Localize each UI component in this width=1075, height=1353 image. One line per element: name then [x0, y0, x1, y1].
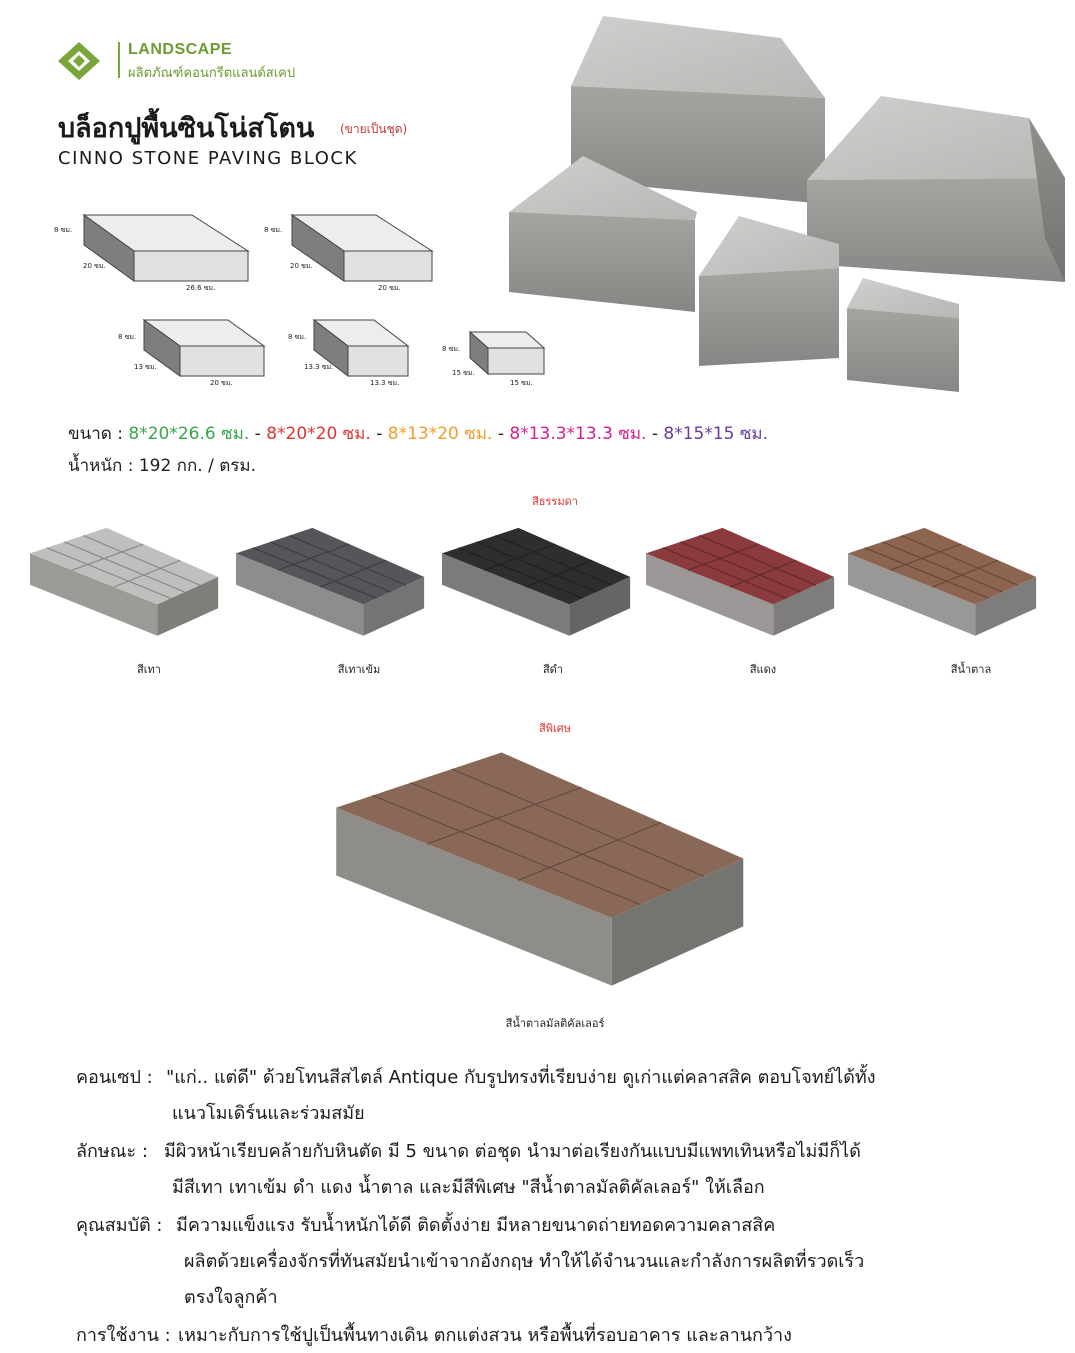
diagram-20-height: 8 ซม. — [264, 226, 283, 234]
size-1: 8*20*26.6 ซม. — [128, 424, 250, 444]
weight-value: 192 กก. / ตรม. — [138, 456, 256, 476]
product-photo-blocks — [505, 8, 1075, 400]
usage-label: การใช้งาน : — [76, 1325, 171, 1346]
diagram-15 — [440, 326, 550, 392]
swatch-grey — [30, 528, 218, 636]
diagram-20-width: 20 ซม. — [378, 284, 401, 292]
size-separator: - — [651, 424, 658, 444]
product-title-thai: บล็อกปูพื้นซินโน่สโตน — [58, 113, 315, 144]
block-small — [847, 278, 959, 392]
size-separator: - — [497, 424, 504, 444]
block-right — [807, 96, 1065, 282]
color-swatches — [28, 524, 1048, 652]
diagram-26-6-width: 26.6 ซม. — [186, 284, 216, 292]
diagram-13x20-width: 20 ซม. — [210, 379, 233, 387]
block-medium — [699, 216, 839, 366]
standard-colors-heading: สีธรรมดา — [532, 495, 578, 508]
size-label: ขนาด : — [68, 424, 123, 444]
weight-label: น้ำหนัก : — [68, 456, 134, 476]
special-color-label: สีน้ำตาลมัลติคัลเลอร์ — [505, 1017, 605, 1030]
diagram-13x20-depth: 13 ซม. — [134, 363, 157, 371]
diagram-15-depth: 15 ซม. — [452, 369, 475, 377]
diagram-13x20 — [116, 314, 276, 394]
product-title-note: (ขายเป็นชุด) — [340, 122, 408, 136]
diagram-15-height: 8 ซม. — [442, 345, 461, 353]
diagram-20-depth: 20 ซม. — [290, 262, 313, 270]
concept-text-1: "แก่.. แต่ดี" ด้วยโทนสีสไตล์ Antique กับรูปทรงที่เรียบง่าย ดูเก่าแต่คลาสสิค ตอบโจทย์ได้ทั้ง — [166, 1067, 876, 1088]
diagram-13-3-depth: 13.3 ซม. — [304, 363, 334, 371]
diagram-26-6-height: 8 ซม. — [54, 226, 73, 234]
brand-subtitle: ผลิตภัณฑ์คอนกรีตแลนด์สเคป — [128, 66, 296, 81]
swatch-label-brown: สีน้ำตาล — [950, 663, 992, 676]
swatch-dark-grey — [236, 528, 424, 636]
property-label: คุณสมบัติ : — [76, 1215, 163, 1236]
size-3: 8*13*20 ซม. — [387, 424, 493, 444]
swatch-label-red: สีแดง — [749, 663, 777, 676]
usage-text-1: เหมาะกับการใช้ปูเป็นพื้นทางเดิน ตกแต่งสวน หรือพื้นที่รอบอาคาร และลานกว้าง — [178, 1325, 792, 1346]
swatch-label-dark-grey: สีเทาเข้ม — [337, 663, 381, 676]
size-5: 8*15*15 ซม. — [663, 424, 769, 444]
product-title-english: CINNO STONE PAVING BLOCK — [58, 148, 358, 169]
diagram-15-width: 15 ซม. — [510, 379, 533, 387]
diagram-26-6 — [50, 205, 260, 295]
concept-text-2: แนวโมเดิร์นและร่วมสมัย — [172, 1103, 365, 1124]
swatch-label-grey: สีเทา — [137, 663, 161, 676]
size-2: 8*20*20 ซม. — [266, 424, 371, 444]
swatch-red — [646, 528, 834, 636]
size-separator: - — [376, 424, 383, 444]
swatch-black — [442, 528, 630, 636]
diagram-13-3 — [286, 314, 416, 394]
diagram-13x20-height: 8 ซม. — [118, 333, 137, 341]
special-color-swatch — [332, 744, 752, 1006]
swatch-label-black: สีดำ — [542, 663, 564, 676]
swatch-brown — [848, 528, 1036, 636]
feature-text-1: มีผิวหน้าเรียบคล้ายกับหินตัด มี 5 ขนาด ต่อชุด นำมาต่อเรียงกันแบบมีแพทเทินหรือไม่มีก็ได้ — [164, 1141, 861, 1162]
size-separator: - — [254, 424, 261, 444]
size-specs — [68, 420, 768, 447]
diagram-13-3-width: 13.3 ซม. — [370, 379, 400, 387]
property-text-3: ตรงใจลูกค้า — [184, 1287, 278, 1308]
special-color-heading: สีพิเศษ — [539, 722, 571, 735]
weight-spec — [68, 452, 256, 479]
feature-text-2: มีสีเทา เทาเข้ม ดำ แดง น้ำตาล และมีสีพิเศษ "สีน้ำตาลมัลติคัลเลอร์" ให้เลือก — [172, 1177, 765, 1198]
brand-name: LANDSCAPE — [128, 41, 233, 58]
property-text-1: มีความแข็งแรง รับน้ำหนักได้ดี ติดตั้งง่าย มีหลายขนาดถ่ายทอดความคลาสสิค — [176, 1215, 776, 1236]
diagram-26-6-depth: 20 ซม. — [83, 262, 106, 270]
brand-divider — [118, 42, 120, 78]
feature-label: ลักษณะ : — [76, 1141, 148, 1162]
size-4: 8*13.3*13.3 ซม. — [509, 424, 647, 444]
property-text-2: ผลิตด้วยเครื่องจักรที่ทันสมัยนำเข้าจากอังกฤษ ทำให้ได้จำนวนและกำลังการผลิตที่รวดเร็ว — [184, 1251, 865, 1272]
landscape-logo-icon — [56, 40, 102, 82]
diagram-20 — [262, 205, 442, 295]
diagram-13-3-height: 8 ซม. — [288, 333, 307, 341]
concept-label: คอนเซป : — [76, 1067, 153, 1088]
